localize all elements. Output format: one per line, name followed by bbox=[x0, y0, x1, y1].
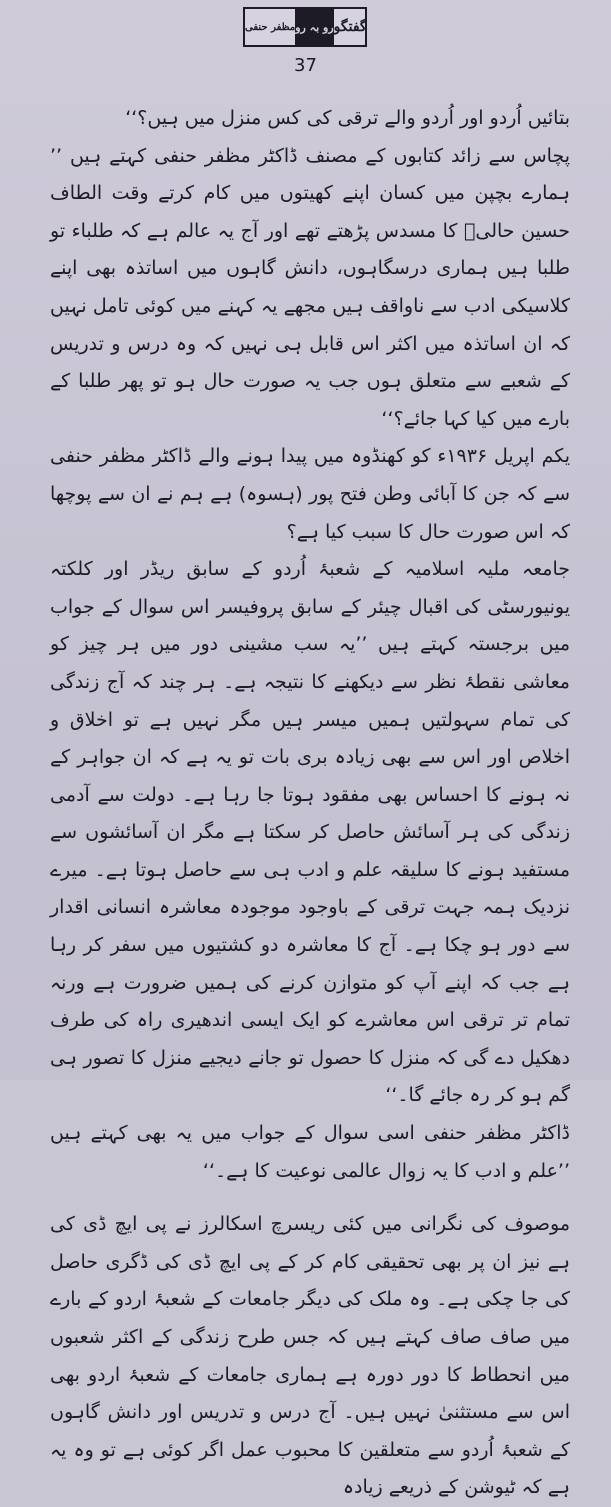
paragraph-6: موصوف کی نگرانی میں کئی ریسرچ اسکالرز نے پی ایچ ڈی کی ہے نیز ان پر بھی تحقیقی کام کر کے پی ایچ ڈی کی ڈگری حاصل کی جا چکی ہے۔ وہ ملک کی دیگر جامعات کے شعبۂ اردو کے بارے میں صاف صاف کہتے ہیں کہ جس طرح زندگی کے اکثر شعبوں میں انحطاط کا دور دورہ ہے ہماری جامعات کے شعبۂ اردو بھی اس سے مستثنیٰ نہیں ہیں۔ آج درس و تدریس اور دانش گاہوں کے شعبۂ اُردو سے متعلقین کا محبوب عمل اگر کوئی ہے تو وہ یہ ہے کہ ٹیوشن کے ذریعے زیادہ bbox=[50, 1213, 570, 1499]
body-text bbox=[50, 100, 570, 1507]
paragraph-5: ڈاکٹر مظفر حنفی اسی سوال کے جواب میں یہ بھی کہتے ہیں ’’علم و ادب کا یہ زوال عالمی نوعیت کا ہے۔‘‘ bbox=[50, 1122, 570, 1182]
page-number: 37 bbox=[294, 55, 317, 76]
book-logo bbox=[243, 7, 367, 47]
paragraph-1: بتائیں اُردو اور اُردو والے ترقی کی کس منزل میں ہیں؟‘‘ bbox=[125, 107, 570, 129]
logo-middle: رو بہ رو bbox=[295, 9, 333, 45]
logo-author: مظفر حنفی bbox=[245, 21, 296, 33]
paragraph-2: پچاس سے زائد کتابوں کے مصنف ڈاکٹر مظفر حنفی کہتے ہیں ’’ ہمارے بچپن میں کسان اپنے کھیتوں میں کام کرتے وقت الطاف حسین حالیؔ کا مسدس پڑھتے تھے اور آج یہ عالم ہے کہ طلباء تو طلبا ہیں ہماری درسگاہوں، دانش گاہوں میں اساتذہ بھی اپنے کلاسیکی ادب سے ناواقف ہیں مجھے یہ کہنے میں کوئی تامل نہیں کہ ان اساتذہ میں اکثر اس قابل ہی نہیں کہ وہ درس و تدریس کے شعبے سے متعلق ہوں جب یہ صورت حال ہو تو پھر طلبا کے بارے میں کیا کہا جائے؟‘‘ bbox=[50, 144, 570, 430]
paragraph-4: جامعہ ملیہ اسلامیہ کے شعبۂ اُردو کے سابق ریڈر اور کلکتہ یونیورسٹی کی اقبال چیئر کے سابق پروفیسر اس سوال کے جواب میں برجستہ کہتے ہیں ’’یہ سب مشینی دور میں ہر چیز کو معاشی نقطۂ نظر سے دیکھنے کا نتیجہ ہے۔ ہر چند کہ آج زندگی کی تمام سہولتیں ہمیں میسر ہیں مگر نہیں ہے تو اخلاق و اخلاص اور اس سے بھی زیادہ بری بات تو یہ ہے کہ ان جواہر کے نہ ہونے کا احساس بھی مفقود ہوتا جا رہا ہے۔ دولت سے آدمی زندگی کی ہر آسائش حاصل کر سکتا ہے مگر ان آسائشوں سے مستفید ہونے کا سلیقہ علم و ادب ہی سے حاصل ہوتا ہے۔ میرے نزدیک ہمہ جہت ترقی کے باوجود موجودہ معاشرہ انسانی اقدار سے دور ہو چکا ہے۔ آج کا معاشرہ دو کشتیوں میں سفر کر رہا ہے جب کہ اپنے آپ کو متوازن کرنے کی ہمیں ضرورت ہے ورنہ تمام تر ترقی اس معاشرے کو ایک ایسی اندھیری راہ کی طرف دھکیل دے گی کہ منزل کا حصول تو جانے دیجیے منزل کا تصور ہی گم ہو کر رہ جائے گا۔‘‘ bbox=[50, 558, 570, 1107]
logo-title: گفتگو bbox=[333, 19, 367, 35]
paragraph-3: یکم اپریل ۱۹۳۶ء کو کھنڈوہ میں پیدا ہونے والے ڈاکٹر مظفر حنفی سے کہ جن کا آبائی وطن فتح پور (ہسوہ) ہے ہم نے ان سے پوچھا کہ اس صورت حال کا سبب کیا ہے؟ bbox=[50, 445, 571, 543]
